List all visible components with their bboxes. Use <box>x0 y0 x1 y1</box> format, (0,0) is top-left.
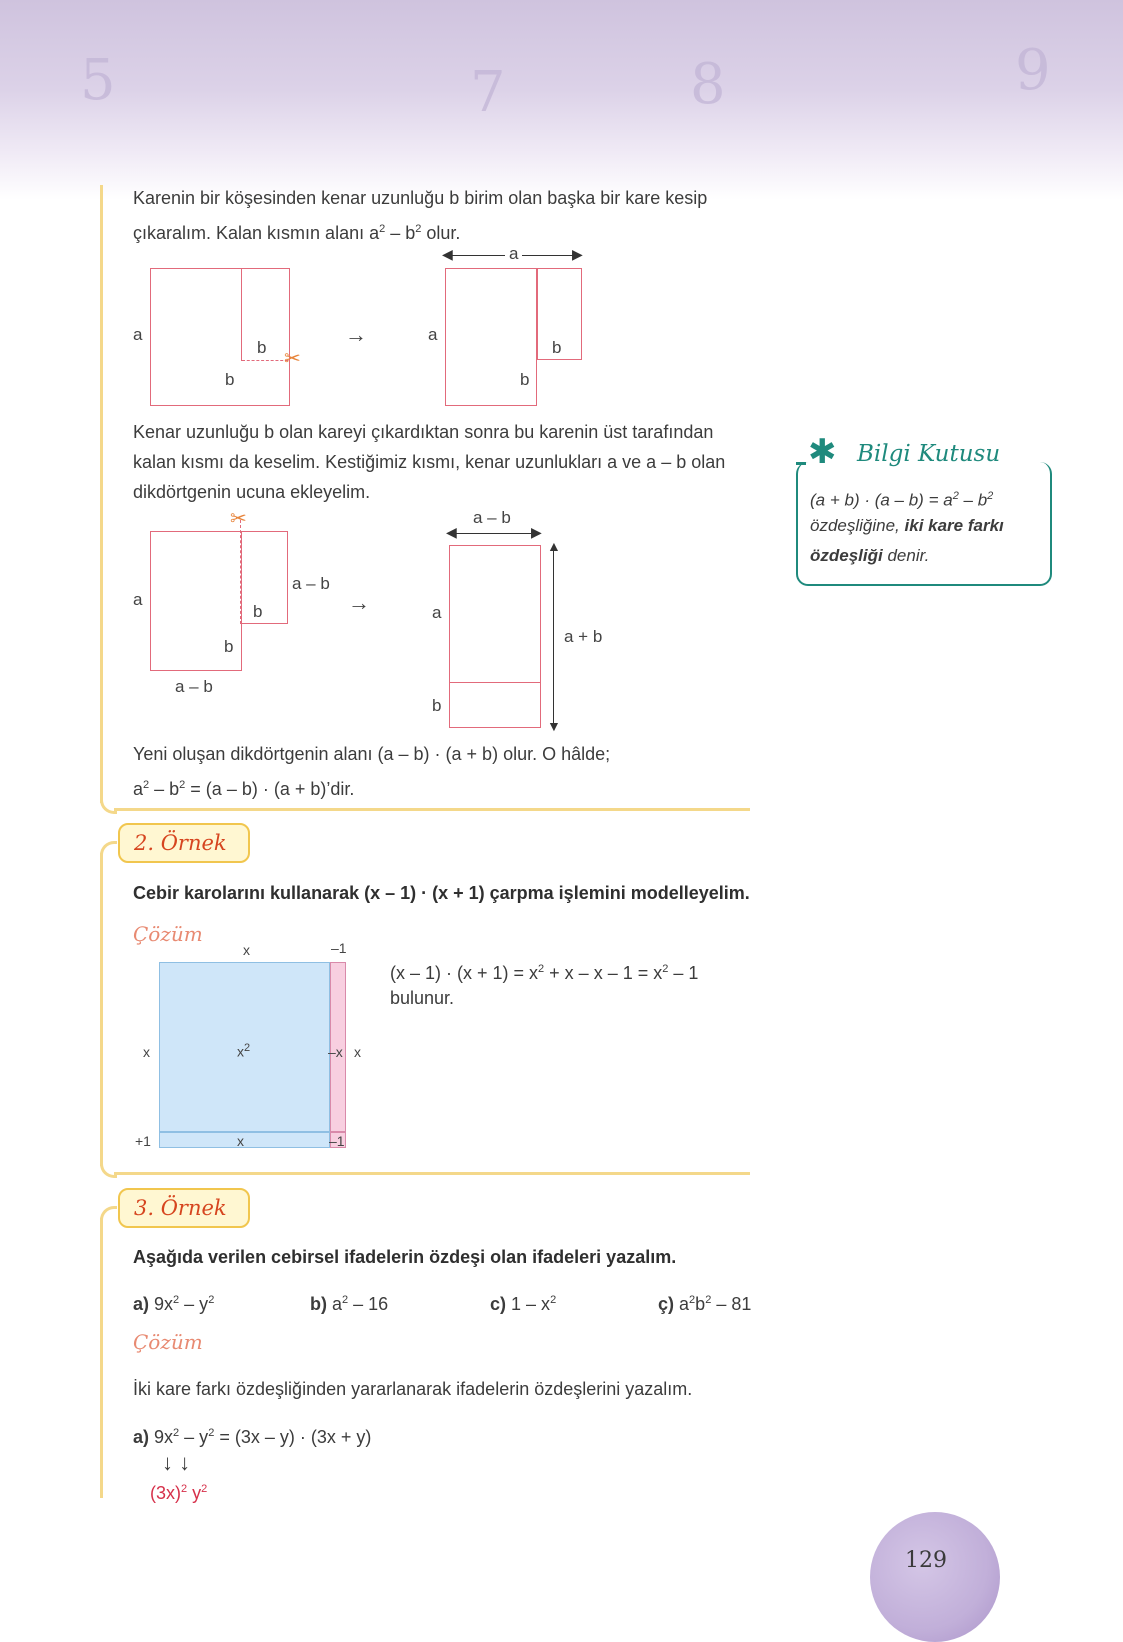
tile-label-plus-1: +1 <box>135 1133 151 1149</box>
info-box-top-edge <box>796 462 806 465</box>
dimension-line <box>553 547 554 727</box>
decor-number: 7 <box>470 60 506 125</box>
item-b: b) $a^2 - 16$ <box>310 1294 389 1314</box>
cut-line <box>242 360 288 361</box>
frame-corner <box>100 841 117 858</box>
label-a-plus-b: a + b <box>564 627 603 646</box>
example-3-question: Aşağıda verilen cebirsel ifadelerin özdeşi olan ifadeleri yazalım. <box>133 1247 677 1267</box>
conclusion-line-1: Yeni oluşan dikdörtgenin alanı (a – b) · (a + b) olur. O hâlde; <box>133 744 611 764</box>
label-a: a <box>432 603 442 622</box>
decor-number: 5 <box>80 48 116 113</box>
frame-line <box>114 808 750 811</box>
label-b: b <box>224 637 234 656</box>
arrow-right-icon: ▶ <box>572 246 583 262</box>
label-a-minus-b: a – b <box>292 574 330 593</box>
conclusion-line-2: $a^2 - b^2 = (a - b) \cdot (a$ + b)’dir. <box>133 779 355 799</box>
header-decoration <box>0 0 1123 200</box>
example-3-badge: 3. Örnek <box>118 1188 250 1228</box>
frame-corner <box>100 1161 117 1178</box>
strip-b <box>241 531 288 624</box>
answer-a-squares: $(3x)^2$ $y^2$ <box>150 1483 208 1503</box>
info-line-1: $(a + b) \cdot (a - b) = a^2 - b^2$ <box>810 490 994 510</box>
down-arrows-icon: ↓ ↓ <box>162 1450 191 1475</box>
page-number-badge <box>870 1512 1000 1642</box>
label-b: b <box>257 338 267 357</box>
frame-line <box>100 853 103 1166</box>
label-a-minus-b: a – b <box>473 508 511 527</box>
frame-line <box>100 1218 103 1498</box>
info-line-3: özdeşliği denir. <box>810 546 930 565</box>
label-b: b <box>552 338 562 357</box>
item-c: c) $1 - x^2$ <box>490 1294 557 1314</box>
arrow-left-icon: ◀ <box>446 524 457 540</box>
intro-line-2: çıkaralım. Kalan kısmın alanı $a^2 - b^2$ olur. <box>133 223 461 243</box>
para2-line-1: Kenar uzunluğu b olan kareyi çıkardıktan sonra bu karenin üst tarafından <box>133 422 714 442</box>
decor-number: 8 <box>690 52 726 117</box>
tile-label-minus-1: –1 <box>329 1133 345 1149</box>
scissors-icon: ✂ <box>284 348 301 370</box>
label-b: b <box>253 602 263 621</box>
tile-label-x: x <box>354 1044 361 1060</box>
frame-corner <box>100 1206 117 1223</box>
solution-heading: Çözüm <box>133 922 203 946</box>
dimension-line <box>451 533 539 534</box>
answer-a: a) $9x^2 - y^2 = (3x - y) \cdot (3x + y)$ <box>133 1427 372 1447</box>
right-arrow-icon: → <box>348 590 370 615</box>
example-3-explanation: İki kare farkı özdeşliğinden yararlanarak ifadelerin özdeşlerini yazalım. <box>133 1379 693 1399</box>
cut-line <box>240 520 241 624</box>
label-b: b <box>520 370 530 389</box>
scissors-icon: ✂ <box>230 508 247 530</box>
arrow-down-icon: ▼ <box>547 718 561 734</box>
label-a-minus-b: a – b <box>175 677 213 696</box>
item-c-cedilla: ç) $a^2b^2 - 81$ <box>658 1294 752 1314</box>
frame-line <box>114 1172 750 1175</box>
tile-label-x-squared: $x^2$ <box>237 1042 251 1060</box>
arrow-left-icon: ◀ <box>442 246 453 262</box>
info-box-title: Bilgi Kutusu <box>857 441 1001 467</box>
label-a: a <box>428 325 438 344</box>
intro-line-1: Karenin bir köşesinden kenar uzunluğu b birim olan başka bir kare kesip <box>133 188 708 208</box>
label-a: a <box>133 325 143 344</box>
right-arrow-icon: → <box>345 322 367 347</box>
info-line-2: özdeşliğine, iki kare farkı <box>810 516 1004 535</box>
example-2-question: Cebir karolarını kullanarak (x – 1) · (x + 1) çarpma işlemini modelleyelim. <box>133 883 750 903</box>
rect-bottom <box>449 682 541 728</box>
solution-heading: Çözüm <box>133 1330 203 1354</box>
tile-label-x: x <box>237 1133 244 1149</box>
frame-corner <box>100 797 117 814</box>
example-2-badge: 2. Örnek <box>118 823 250 863</box>
para2-line-3: dikdörtgenin ucuna ekleyelim. <box>133 482 371 502</box>
page-number: 129 <box>905 1548 947 1573</box>
tile-label-x: x <box>243 942 250 958</box>
tile-label-x: x <box>143 1044 150 1060</box>
label-b: b <box>432 696 442 715</box>
tile-label-minus-1: –1 <box>331 940 347 956</box>
tile-x <box>159 1132 330 1148</box>
example-2-result-end: bulunur. <box>390 988 455 1008</box>
frame-line <box>100 185 103 803</box>
label-a: a <box>133 590 143 609</box>
decor-number: 9 <box>1015 38 1051 103</box>
arrow-up-icon: ▲ <box>547 538 561 554</box>
arrow-right-icon: ▶ <box>531 524 542 540</box>
tile-label-minus-x: –x <box>328 1044 343 1060</box>
mascot-icon: ✱ <box>808 433 837 471</box>
para2-line-2: kalan kısmı da keselim. Kestiğimiz kısmı, kenar uzunlukları a ve a – b olan <box>133 452 726 472</box>
rect-top <box>449 545 541 683</box>
label-a: a <box>505 244 522 264</box>
example-2-result: $(x - 1) \cdot (x + 1) = x^2 + x - x - 1 = x^2 - 1$ <box>390 963 699 983</box>
item-a: a) $9x^2 - y^2$ <box>133 1294 215 1314</box>
label-b: b <box>225 370 235 389</box>
